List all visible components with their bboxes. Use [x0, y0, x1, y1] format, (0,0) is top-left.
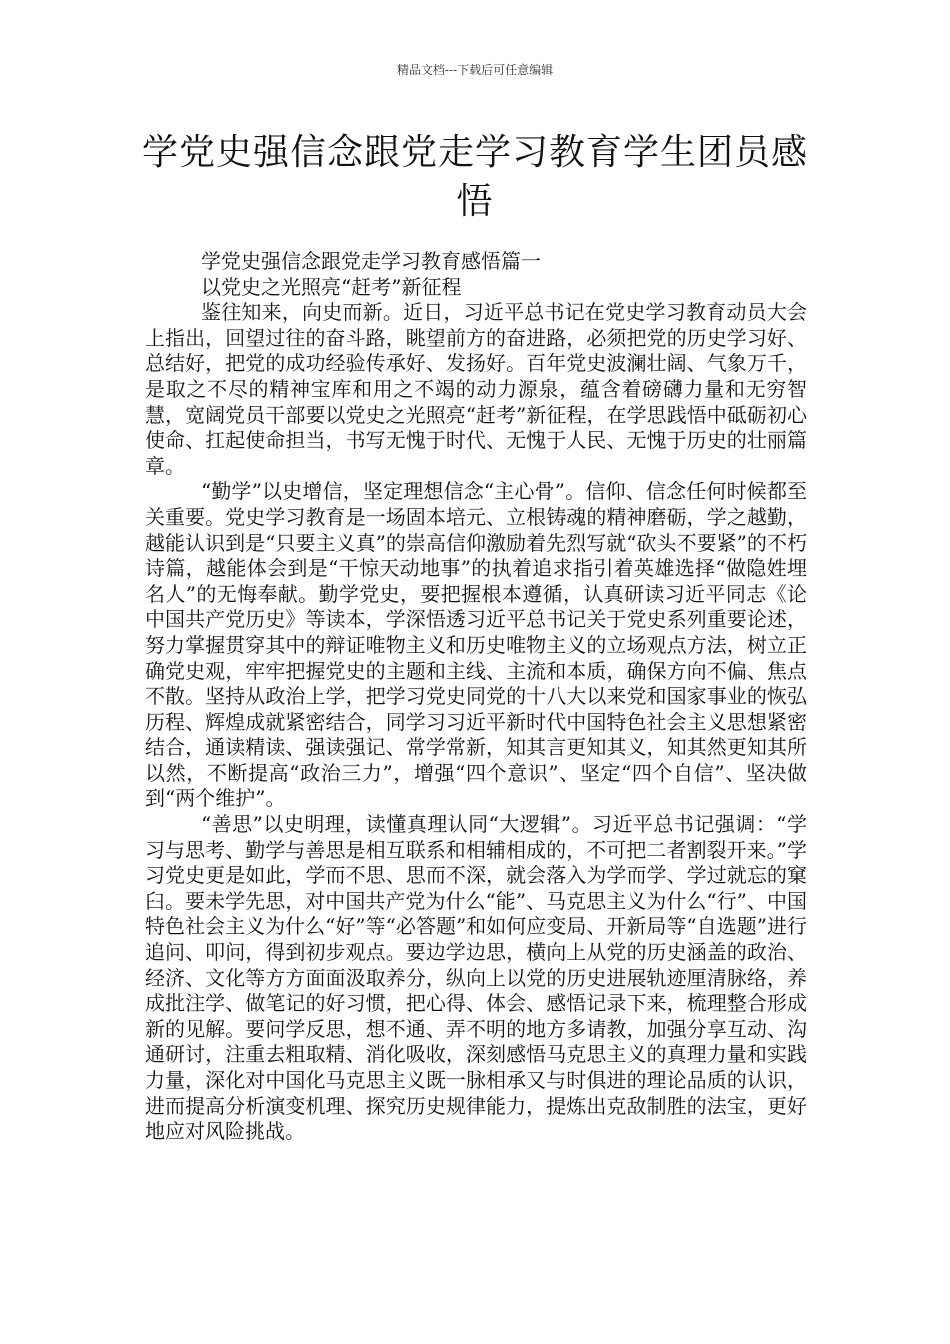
document-body: [145, 249, 807, 1145]
paragraph-intro: 鉴往知来，向史而新。近日，习近平总书记在党史学习教育动员大会上指出，回望过往的奋斗路，眺望前方的奋进路，必须把党的历史学习好、总结好，把党的成功经验传承好、发扬好。百年党史波澜壮阔、气象万千，是取之不尽的精神宝库和用之不竭的动力源泉，蕴含着磅礴力量和无穷智慧，宽阔党员干部要以党史之光照亮“赶考”新征程，在学思践悟中砥砺初心使命、扛起使命担当，书写无愧于时代、无愧于人民、无愧于历史的壮丽篇章。: [145, 300, 807, 478]
section-subheading: 以党史之光照亮“赶考”新征程: [201, 274, 462, 299]
page-header: 精品文档---下载后可任意编辑: [396, 63, 554, 77]
paragraph-diligent-study: “勤学”以史增信，坚定理想信念“主心骨”。信仰、信念任何时候都至关重要。党史学习教育是一场固本培元、立根铸魂的精神磨砺，学之越勤，越能认识到是“只要主义真”的崇高信仰激励着先烈写就“砍头不要紧”的不朽诗篇，越能体会到是“干惊天动地事”的执着追求指引着英雄选择“做隐姓埋名人”的无悔奉献。勤学党史，要把握根本遵循，认真研读习近平同志《论中国共产党历史》等读本，学深悟透习近平总书记关于党史系列重要论述，努力掌握贯穿其中的辩证唯物主义和历史唯物主义的立场观点方法，树立正确党史观，牢牢把握党史的主题和主线、主流和本质，确保方向不偏、焦点不散。坚持从政治上学，把学习党史同党的十八大以来党和国家事业的恢弘历程、辉煌成就紧密结合，同学习习近平新时代中国特色社会主义思想紧密结合，通读精读、强读强记、常学常新，知其言更知其义，知其然更知其所以然，不断提高“政治三力”，增强“四个意识”、坚定“四个自信”、坚决做到“两个维护”。: [145, 479, 807, 811]
paragraph-good-thinking: “善思”以史明理，读懂真理认同“大逻辑”。习近平总书记强调：“学习与思考、勤学与善思是相互联系和相辅相成的，不可把二者割裂开来。”学习党史更是如此，学而不思、思而不深，就会落入为学而学、学过就忘的窠臼。要未学先思，对中国共产党为什么“能”、马克思主义为什么“行”、中国特色社会主义为什么“好”等“必答题”和如何应变局、开新局等“自选题”进行追问、叩问，得到初步观点。要边学边思，横向上从党的历史涵盖的政治、经济、文化等方方面面汲取养分，纵向上以党的历史进展轨迹厘清脉络，养成批注学、做笔记的好习惯，把心得、体会、感悟记录下来，梳理整合形成新的见解。要问学反思，想不通、弄不明的地方多请教，加强分享互动、沟通研讨，注重去粗取精、消化吸收，深刻感悟马克思主义的真理力量和实践力量，深化对中国化马克思主义既一脉相承又与时俱进的理论品质的认识，进而提高分析演变机理、探究历史规律能力，提炼出克敌制胜的法宝，更好地应对风险挑战。: [145, 812, 807, 1144]
document-title: 学党史强信念跟党走学习教育学生团员感悟: [141, 132, 808, 222]
section-heading: 学党史强信念跟党走学习教育感悟篇一: [201, 249, 541, 273]
